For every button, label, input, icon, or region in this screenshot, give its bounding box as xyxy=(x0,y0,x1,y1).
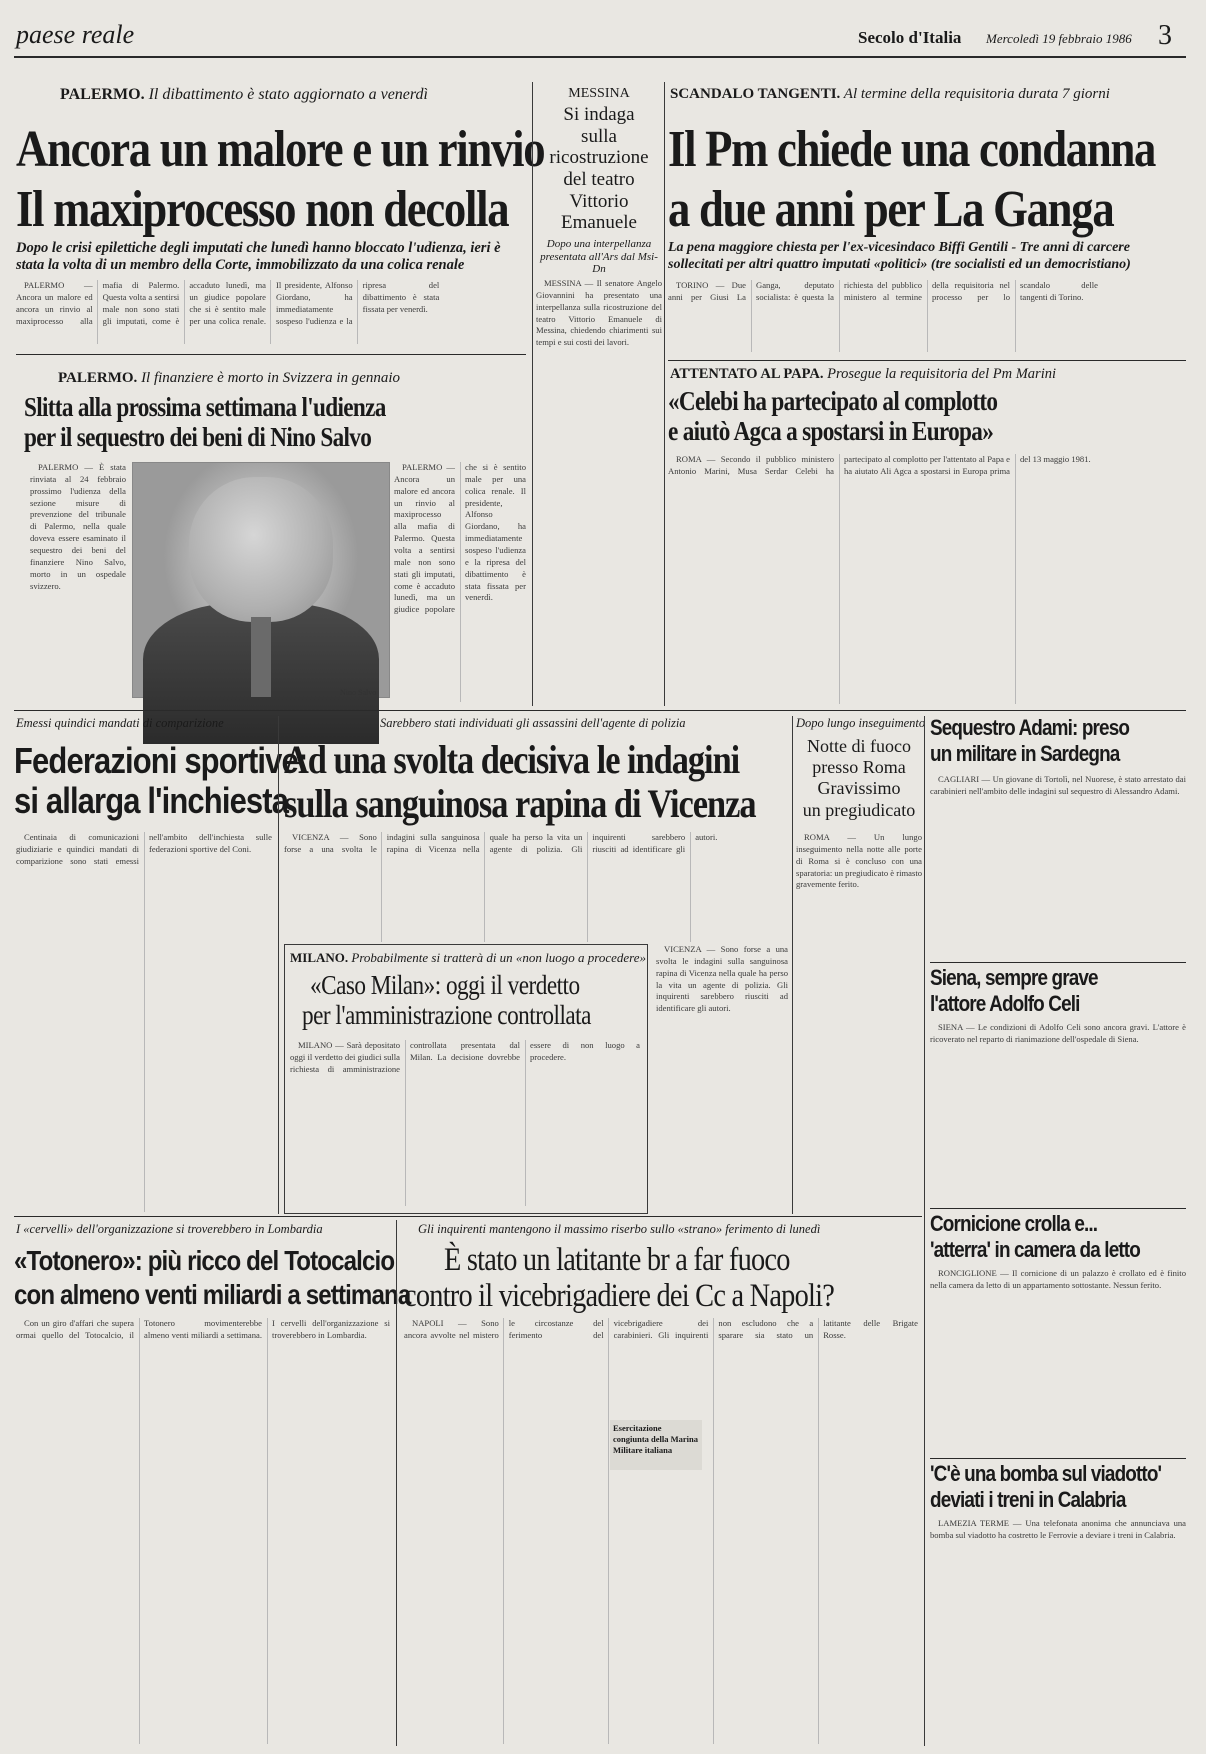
a5-kicker: ATTENTATO AL PAPA. Prosegue la requisitoria del Pm Marini xyxy=(670,366,1057,382)
a4-headline-1: Il Pm chiede una condanna xyxy=(668,121,1156,178)
a8-body: MILANO — Sarà depositato oggi il verdetto dei giudici sulla richiesta di amministrazione controllata presentata dal Milan. La decisione dovrebbe essere di non luogo a procedere. xyxy=(290,1040,640,1074)
newspaper-name: Secolo d'Italia xyxy=(858,28,962,47)
a11-headline-1: Siena, sempre grave xyxy=(930,965,1098,990)
a14-kicker: I «cervelli» dell'organizzazione si troverebbero in Lombardia xyxy=(16,1222,323,1236)
a9-kicker: Dopo lungo inseguimento xyxy=(796,716,926,730)
brief-rule xyxy=(930,1458,1186,1459)
a11-headline-2: l'attore Adolfo Celi xyxy=(930,991,1080,1016)
a9-headline: Notte di fuoco presso Roma Gravissimo un pregiudicato xyxy=(802,736,916,820)
a12-body: RONCIGLIONE — Il cornicione di un palazzo è crollato ed è finito nella camera da letto di un appartamento sottostante. Nessun ferito. xyxy=(930,1268,1186,1290)
a6-headline-1: Federazioni sportive: xyxy=(14,740,308,781)
a4-kicker: SCANDALO TANGENTI. Al termine della requisitoria durata 7 giorni xyxy=(670,86,1110,102)
a5-body: ROMA — Secondo il pubblico ministero Antonio Marini, Musa Serdar Celebi ha partecipato al complotto per l'attentato al Papa e ha aiutato Ali Agca a spostarsi in Europa prima del 13 maggio 1981. xyxy=(668,454,1091,476)
a5-headline-1: «Celebi ha partecipato al complotto xyxy=(668,386,998,416)
a11-body: SIENA — Le condizioni di Adolfo Celi sono ancora gravi. L'attore è ricoverato nel reparto di rianimazione dell'ospedale di Siena. xyxy=(930,1022,1186,1044)
a6-body: Centinaia di comunicazioni giudiziarie e quindici mandati di comparizione sono stati emessi nell'ambito dell'inchiesta sulle federazioni sportive del Coni. xyxy=(16,832,272,866)
issue-date: Mercoledì 19 febbraio 1986 xyxy=(986,31,1132,46)
a7-headline-1: Ad una svolta decisiva le indagini xyxy=(284,737,740,782)
a14-headline-2: con almeno venti miliardi a settimana xyxy=(14,1279,411,1310)
a7-kicker: Sarebbero stati individuati gli assassini dell'agente di polizia xyxy=(380,716,686,730)
a15-body: NAPOLI — Sono ancora avvolte nel mistero le circostanze del ferimento del vicebrigadiere dei carabinieri. Gli inquirenti non escludono che a sparare sia stato un latitante delle Brigate Rosse. xyxy=(404,1318,918,1340)
column-rule xyxy=(924,716,925,1746)
a6-headline-2: si allarga l'inchiesta xyxy=(14,780,289,821)
a15-headline-2: contro il vicebrigadiere dei Cc a Napoli? xyxy=(404,1278,835,1314)
masthead-rule xyxy=(14,56,1186,58)
a8-kicker: MILANO. Probabilmente si tratterà di un «non luogo a procedere» xyxy=(290,950,647,965)
column-rule xyxy=(532,82,533,706)
a9-body: ROMA — Un lungo inseguimento nella notte alle porte di Roma si è concluso con una sparatoria: un pregiudicato è rimasto gravemente ferito. xyxy=(796,832,922,890)
a4-rule xyxy=(668,360,1186,361)
a2-headline-1: Slitta alla prossima settimana l'udienza xyxy=(24,392,386,422)
a12-headline-1: Cornicione crolla e... xyxy=(930,1211,1098,1236)
a2-kicker: PALERMO. Il finanziere è morto in Svizzera in gennaio xyxy=(58,370,401,386)
a2-headline-2: per il sequestro dei beni di Nino Salvo xyxy=(24,422,372,452)
a14-body: Con un giro d'affari che supera ormai quello del Totocalcio, il Totonero movimenterebbe almeno venti miliardi a settimana. I cervelli dell'organizzazione si troverebbero in Lombardia. xyxy=(16,1318,390,1340)
nino-salvo-photo xyxy=(132,462,390,698)
a13-headline-1: 'C'è una bomba sul viadotto' xyxy=(930,1461,1162,1486)
brief-rule xyxy=(930,962,1186,963)
a2-body: PALERMO — È stata rinviata al 24 febbraio prossimo l'udienza della sezione misure di prevenzione del tribunale di Palermo, nella quale doveva essere esaminato il sequestro dei beni del finanziere Nino Salvo, morto in un ospedale svizzero. xyxy=(30,462,126,591)
a7-body: VICENZA — Sono forse a una svolta le indagini sulla sanguinosa rapina di Vicenza nella quale ha perso la vita un agente di polizia. Gli inquirenti sarebbero riusciti ad identificare gli autori. xyxy=(284,832,718,854)
column-rule xyxy=(278,716,279,1214)
page-number: 3 xyxy=(1158,20,1172,51)
a8-headline-1: «Caso Milan»: oggi il verdetto xyxy=(310,970,580,1000)
a4-deck: La pena maggiore chiesta per l'ex-vicesindaco Biffi Gentili - Tre anni di carcere sollecitati per altri quattro imputati «politici» (tre socialisti ed un democristiano) xyxy=(668,240,1131,272)
a3-deck: Dopo una interpellanza presentata all'Ars dal Msi-Dn xyxy=(540,237,658,276)
section-name: paese reale xyxy=(16,20,135,49)
a1-headline-1: Ancora un malore e un rinvio xyxy=(16,121,545,178)
a15-kicker: Gli inquirenti mantengono il massimo riserbo sullo «strano» ferimento di lunedì xyxy=(418,1222,821,1236)
section-rule xyxy=(14,1216,922,1217)
section-rule xyxy=(14,710,1186,711)
a1-body: PALERMO — Ancora un malore ed ancora un rinvio al maxiprocesso alla mafia di Palermo. Questa volta a sentirsi male non sono stati gli imputati, come è accaduto lunedì, ma un giudice popolare che si è sentito male per una colica renale. Il presidente, Alfonso Giordano, ha immediatamente sospeso l'udienza e la ripresa del dibattimento è stata fissata per venerdì. xyxy=(16,280,440,326)
a10-headline-1: Sequestro Adami: preso xyxy=(930,715,1130,740)
a10-headline-2: un militare in Sardegna xyxy=(930,741,1120,766)
a7-headline-2: sulla sanguinosa rapina di Vicenza xyxy=(284,781,756,826)
brief-rule xyxy=(930,1208,1186,1209)
a4-headline-2: a due anni per La Ganga xyxy=(668,181,1114,238)
a5-headline-2: e aiutò Agca a spostarsi in Europa» xyxy=(668,416,994,446)
a13-body: LAMEZIA TERME — Una telefonata anonima che annunciava una bomba sul viadotto ha costretto le Ferrovie a deviare i treni in Calabria. xyxy=(930,1518,1186,1540)
a1-kicker: PALERMO. Il dibattimento è stato aggiornato a venerdì xyxy=(60,86,428,103)
photo-caption: Nino Salvo xyxy=(340,688,377,697)
a10-body: CAGLIARI — Un giovane di Tortolì, nel Nuorese, è stato arrestato dai carabinieri nell'ambito delle indagini sul sequestro di Alessandro Adami. xyxy=(930,774,1186,796)
a8-headline-2: per l'amministrazione controllata xyxy=(302,1000,591,1030)
column-rule xyxy=(792,716,793,1214)
column-rule xyxy=(396,1220,397,1746)
a7-body-continued: VICENZA — Sono forse a una svolta le indagini sulla sanguinosa rapina di Vicenza nella quale ha perso la vita un agente di polizia. Gli inquirenti sarebbero riusciti ad identificare gli autori. xyxy=(656,944,788,1014)
a14-headline-1: «Totonero»: più ricco del Totocalcio xyxy=(14,1245,395,1276)
a1-deck: Dopo le crisi epilettiche degli imputati che lunedì hanno bloccato l'udienza, ieri è stata la volta di un membro della Corte, immobilizzato da una colica renale xyxy=(16,240,501,274)
a1-body-continued: PALERMO — Ancora un malore ed ancora un rinvio al maxiprocesso alla mafia di Palermo. Questa volta a sentirsi male non sono stati gli imputati, come è accaduto lunedì, ma un giudice popolare che si è sentito male per una colica renale. Il presidente, Alfonso Giordano, ha immediatamente sospeso l'udienza e la ripresa del dibattimento è stata fissata per venerdì. xyxy=(394,462,526,615)
a1-rule xyxy=(16,354,526,355)
a3-headline: Si indaga sulla ricostruzione del teatro Vittorio Emanuele xyxy=(549,104,649,234)
a4-body: TORINO — Due anni per Giusi La Ganga, deputato socialista: è questa la richiesta del pubblico ministero al termine della requisitoria nel processo per lo scandalo delle tangenti di Torino. xyxy=(668,280,1098,302)
a12-headline-2: 'atterra' in camera da letto xyxy=(930,1237,1140,1262)
a3-kicker: MESSINA xyxy=(568,86,630,101)
a15-subhead: Esercitazione congiunta della Marina Militare italiana xyxy=(610,1420,702,1470)
a6-kicker: Emessi quindici mandati di comparizione xyxy=(16,716,224,730)
column-rule xyxy=(664,82,665,706)
a3-body: MESSINA — Il senatore Angelo Giovannini ha presentato una interpellanza sulla ricostruzione del teatro Vittorio Emanuele di Messina, chiedendo chiarimenti sui tempi e sui costi dei lavori. xyxy=(536,278,662,348)
a3-block xyxy=(536,86,662,276)
a13-headline-2: deviati i treni in Calabria xyxy=(930,1487,1126,1512)
a15-headline-1: È stato un latitante br a far fuoco xyxy=(444,1242,790,1278)
a1-headline-2: Il maxiprocesso non decolla xyxy=(16,181,509,238)
